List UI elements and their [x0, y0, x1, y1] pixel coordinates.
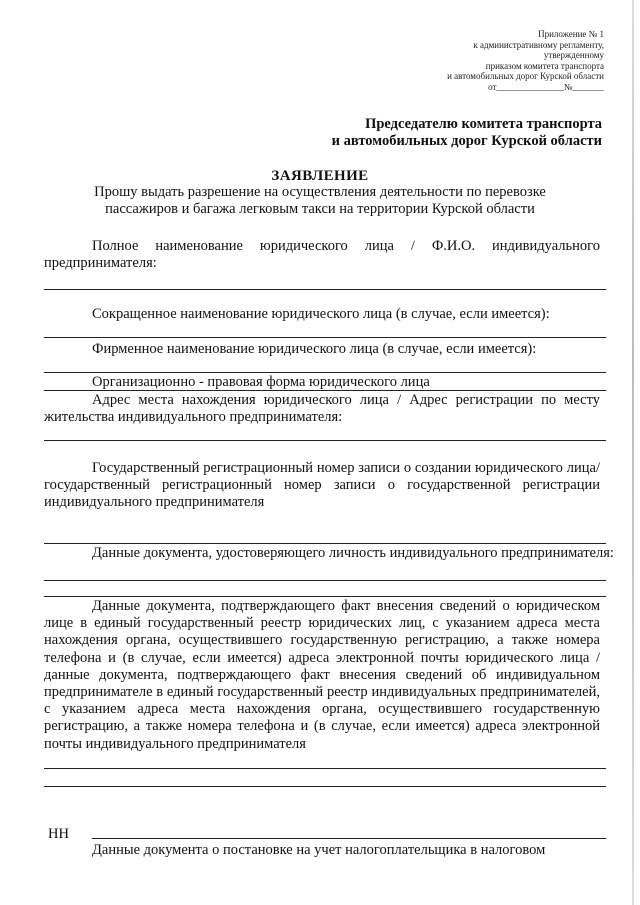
address-line[interactable] [44, 440, 606, 441]
tax-document-label: Данные документа о постановке на учет налогоплательщика в налоговом [92, 842, 546, 858]
identity-document-label: Данные документа, удостоверяющего личность индивидуального предпринимателя: [92, 545, 614, 561]
appendix-line: и автомобильных дорог Курской области [447, 71, 604, 82]
request-line-1: Прошу выдать разрешение на осуществления деятельности по перевозке [94, 184, 546, 200]
appendix-line: приказом комитета транспорта [485, 60, 604, 71]
full-name-label: Полное наименование юридического лица / Ф.И.О. индивидуального предпринимателя: [44, 238, 600, 272]
request-text [60, 184, 580, 218]
brand-name-label: Фирменное наименование юридического лица (в случае, если имеется): [92, 341, 537, 357]
short-name-line[interactable] [44, 337, 606, 338]
appendix-line: к административному регламенту, [473, 39, 604, 50]
request-line-2: пассажиров и багажа легковым такси на территории Курской области [105, 201, 535, 217]
registry-document-line-2[interactable] [44, 786, 606, 787]
registry-document-line-1[interactable] [44, 768, 606, 769]
registry-document-label: Данные документа, подтверждающего факт внесения сведений о юридическом лице в единый государственный реестр юридических лиц, с указанием адреса места нахождения органа, осуществившего государственную регистрацию, а также номера телефона и (в случае, если имеется) адреса электронной почты юридического лица /данные документа, подтверждающего факт внесения сведений об индивидуальном предпринимателе в единый государственный реестр индивидуальных предпринимателей, с указанием адреса места нахождения органа, осуществившего государственную регистрацию, а также номера телефона и (в случае, если имеется) адреса электронной почты индивидуального предпринимателя [44, 598, 600, 752]
appendix-line: Приложение № 1 [538, 29, 604, 39]
short-name-label: Сокращенное наименование юридического лица (в случае, если имеется): [92, 306, 550, 322]
legal-form-label: Организационно - правовая форма юридического лица [92, 374, 430, 390]
identity-document-line-1[interactable] [44, 580, 606, 581]
addressee-block [332, 116, 602, 150]
nn-line[interactable] [92, 838, 606, 839]
full-name-line[interactable] [44, 289, 606, 290]
identity-document-line-2[interactable] [44, 596, 606, 597]
appendix-line: от_______________№_______ [488, 81, 604, 92]
appendix-note [374, 29, 604, 93]
addressee-line-2: и автомобильных дорог Курской области [331, 133, 602, 149]
legal-form-line[interactable] [44, 390, 606, 391]
nn-label: НН [48, 826, 69, 842]
address-label: Адрес места нахождения юридического лица / Адрес регистрации по месту жительства индивидуального предпринимателя: [44, 392, 600, 426]
registration-number-line[interactable] [44, 543, 606, 544]
addressee-line-1: Председателю комитета транспорта [365, 116, 602, 132]
brand-name-line[interactable] [44, 372, 606, 373]
page-edge-shadow [632, 0, 634, 905]
document-title: ЗАЯВЛЕНИЕ [271, 168, 369, 184]
appendix-line: утвержденному [543, 50, 604, 61]
registration-number-label: Государственный регистрационный номер записи о создании юридического лица/ государственный регистрационный номер записи о государственной регистрации индивидуального предпринимателя [44, 460, 600, 511]
